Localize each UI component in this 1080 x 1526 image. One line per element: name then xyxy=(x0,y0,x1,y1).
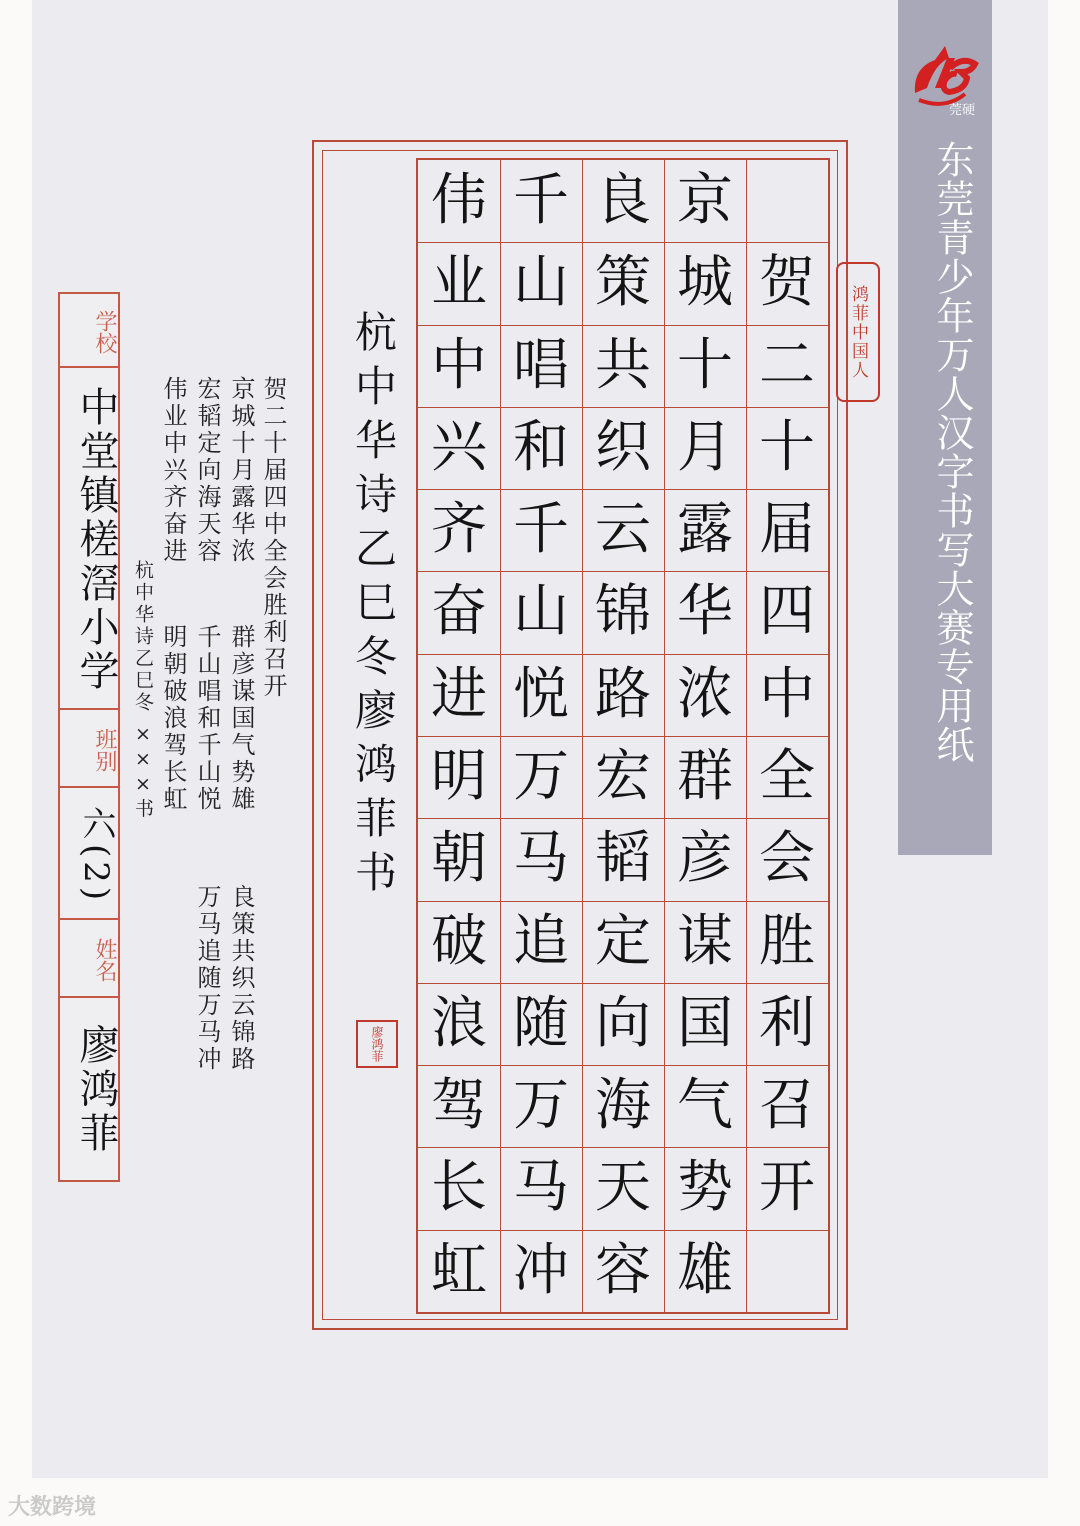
grid-cell-character: 二 xyxy=(759,332,815,398)
grid-cell-character: 谋 xyxy=(677,908,733,974)
page-margin xyxy=(0,1478,1080,1526)
grid-cell-character: 驾 xyxy=(431,1073,487,1139)
grid-cell-character: 向 xyxy=(595,990,651,1056)
grid-cell-character: 天 xyxy=(595,1155,651,1221)
grid-cell-character: 彦 xyxy=(677,826,733,892)
grid-cell-character: 万 xyxy=(513,1073,569,1139)
grid-cell-character: 虹 xyxy=(431,1237,487,1303)
name-value: 廖鸿菲 xyxy=(73,1024,119,1156)
class-value: 六(2) xyxy=(76,805,116,905)
grid-cell-character: 海 xyxy=(595,1073,651,1139)
grid-cell-character: 气 xyxy=(677,1073,733,1139)
grid-cell-character: 京 xyxy=(677,168,733,233)
info-divider xyxy=(60,786,118,788)
grid-cell-character: 良 xyxy=(595,168,651,233)
grid-cell-character: 悦 xyxy=(513,661,569,727)
grid-cell-character: 追 xyxy=(513,908,569,974)
grid-cell-character: 容 xyxy=(595,1237,651,1303)
grid-cell-character: 中 xyxy=(431,332,487,398)
red-seal-small xyxy=(356,1020,398,1068)
grid-cell-character: 万 xyxy=(513,744,569,809)
grid-cell-character: 十 xyxy=(677,332,733,398)
printed-poem-line: 千山唱和千山悦 xyxy=(193,624,221,813)
grid-cell-character: 唱 xyxy=(513,332,569,398)
printed-poem-line: 良策共织云锦路 xyxy=(227,884,255,1073)
grid-cell-character: 中 xyxy=(759,661,815,727)
info-divider xyxy=(60,918,118,920)
writing-grid xyxy=(416,158,830,1314)
grid-cell-character: 和 xyxy=(513,414,569,480)
grid-cell-character: 城 xyxy=(677,250,733,316)
grid-cell-character: 露 xyxy=(677,497,733,563)
printed-attribution: 杭中华诗乙巳冬 ×××书 xyxy=(132,560,154,821)
grid-cell-character: 织 xyxy=(595,414,651,480)
info-divider xyxy=(60,996,118,998)
grid-cell-character: 千 xyxy=(513,168,569,233)
grid-cell-character: 宏 xyxy=(595,744,651,809)
grid-cell-character: 浓 xyxy=(677,661,733,727)
grid-cell-character: 伟 xyxy=(431,168,487,233)
grid-cell-character: 朝 xyxy=(431,826,487,892)
printed-poem-line: 明朝破浪驾长虹 xyxy=(159,624,187,813)
grid-cell-character: 月 xyxy=(677,414,733,480)
grid-cell-character: 定 xyxy=(595,908,651,974)
grid-cell-character: 破 xyxy=(431,908,487,974)
class-label: 班别 xyxy=(92,728,117,772)
grid-cell-character: 云 xyxy=(595,497,651,563)
grid-cell-character: 策 xyxy=(595,250,651,316)
grid-cell-character: 开 xyxy=(759,1155,815,1221)
grid-cell-character: 锦 xyxy=(595,579,651,645)
printed-poem-line: 伟业中兴齐奋进 xyxy=(159,376,187,565)
signature-column: 杭中华诗乙巳冬廖鸿菲书 xyxy=(349,310,398,904)
grid-cell-character: 贺 xyxy=(759,250,815,316)
grid-cell-character: 路 xyxy=(595,661,651,727)
school-value: 中堂镇槎滘小学 xyxy=(73,386,119,694)
grid-cell-character: 召 xyxy=(759,1073,815,1139)
grid-cell-character: 千 xyxy=(513,497,569,563)
grid-cell-character: 奋 xyxy=(431,579,487,645)
grid-cell-character: 兴 xyxy=(431,414,487,480)
grid-cell-character: 利 xyxy=(759,990,815,1056)
printed-poem-line: 群彦谋国气势雄 xyxy=(227,624,255,813)
printed-poem-line: 万马追随万马冲 xyxy=(193,884,221,1073)
grid-cell-character: 随 xyxy=(513,990,569,1056)
grid-cell-character: 全 xyxy=(759,744,815,809)
printed-poem-title: 贺二十届四中全会胜利召开 xyxy=(259,376,287,700)
grid-cell-character: 雄 xyxy=(677,1237,733,1303)
grid-cell-character: 冲 xyxy=(513,1237,569,1303)
info-divider xyxy=(60,708,118,710)
banner-title: 东莞青少年万人汉字书写大赛专用纸 xyxy=(930,140,974,764)
grid-cell-character: 华 xyxy=(677,579,733,645)
grid-cell-character: 马 xyxy=(513,826,569,892)
grid-cell-character: 马 xyxy=(513,1155,569,1221)
grid-cell-character: 共 xyxy=(595,332,651,398)
grid-cell-character: 明 xyxy=(431,744,487,809)
grid-cell-character: 长 xyxy=(431,1155,487,1221)
logo-text: 莞硬 xyxy=(949,103,976,118)
grid-cell-character: 浪 xyxy=(431,990,487,1056)
grid-cell-character: 国 xyxy=(677,990,733,1056)
grid-cell-character: 山 xyxy=(513,579,569,645)
info-divider xyxy=(60,366,118,368)
grid-cell-character: 胜 xyxy=(759,908,815,974)
grid-cell-character: 势 xyxy=(677,1155,733,1221)
name-label: 姓名 xyxy=(92,938,117,982)
seal-small-text: 廖鸿菲 xyxy=(370,1026,384,1062)
grid-cell-character: 十 xyxy=(759,414,815,480)
red-seal-top xyxy=(836,262,880,402)
grid-cell-character: 业 xyxy=(431,250,487,316)
grid-cell-character: 齐 xyxy=(431,497,487,563)
student-info-panel xyxy=(58,292,120,1182)
school-label: 学校 xyxy=(92,310,117,354)
grid-cell-character: 进 xyxy=(431,661,487,727)
contest-logo-icon xyxy=(905,38,985,118)
watermark-text: 大数跨境 xyxy=(8,1495,97,1520)
printed-poem-line: 京城十月露华浓 xyxy=(227,376,255,565)
grid-cell-character: 四 xyxy=(759,579,815,645)
grid-cell-character: 届 xyxy=(759,497,815,563)
grid-cell-character: 会 xyxy=(759,826,815,892)
grid-cell-character: 山 xyxy=(513,250,569,316)
seal-top-text: 鸿菲中国人 xyxy=(848,284,868,380)
grid-cell-character: 韬 xyxy=(595,826,651,892)
grid-cell-character: 群 xyxy=(677,744,733,809)
printed-poem-line: 宏韬定向海天容 xyxy=(193,376,221,565)
